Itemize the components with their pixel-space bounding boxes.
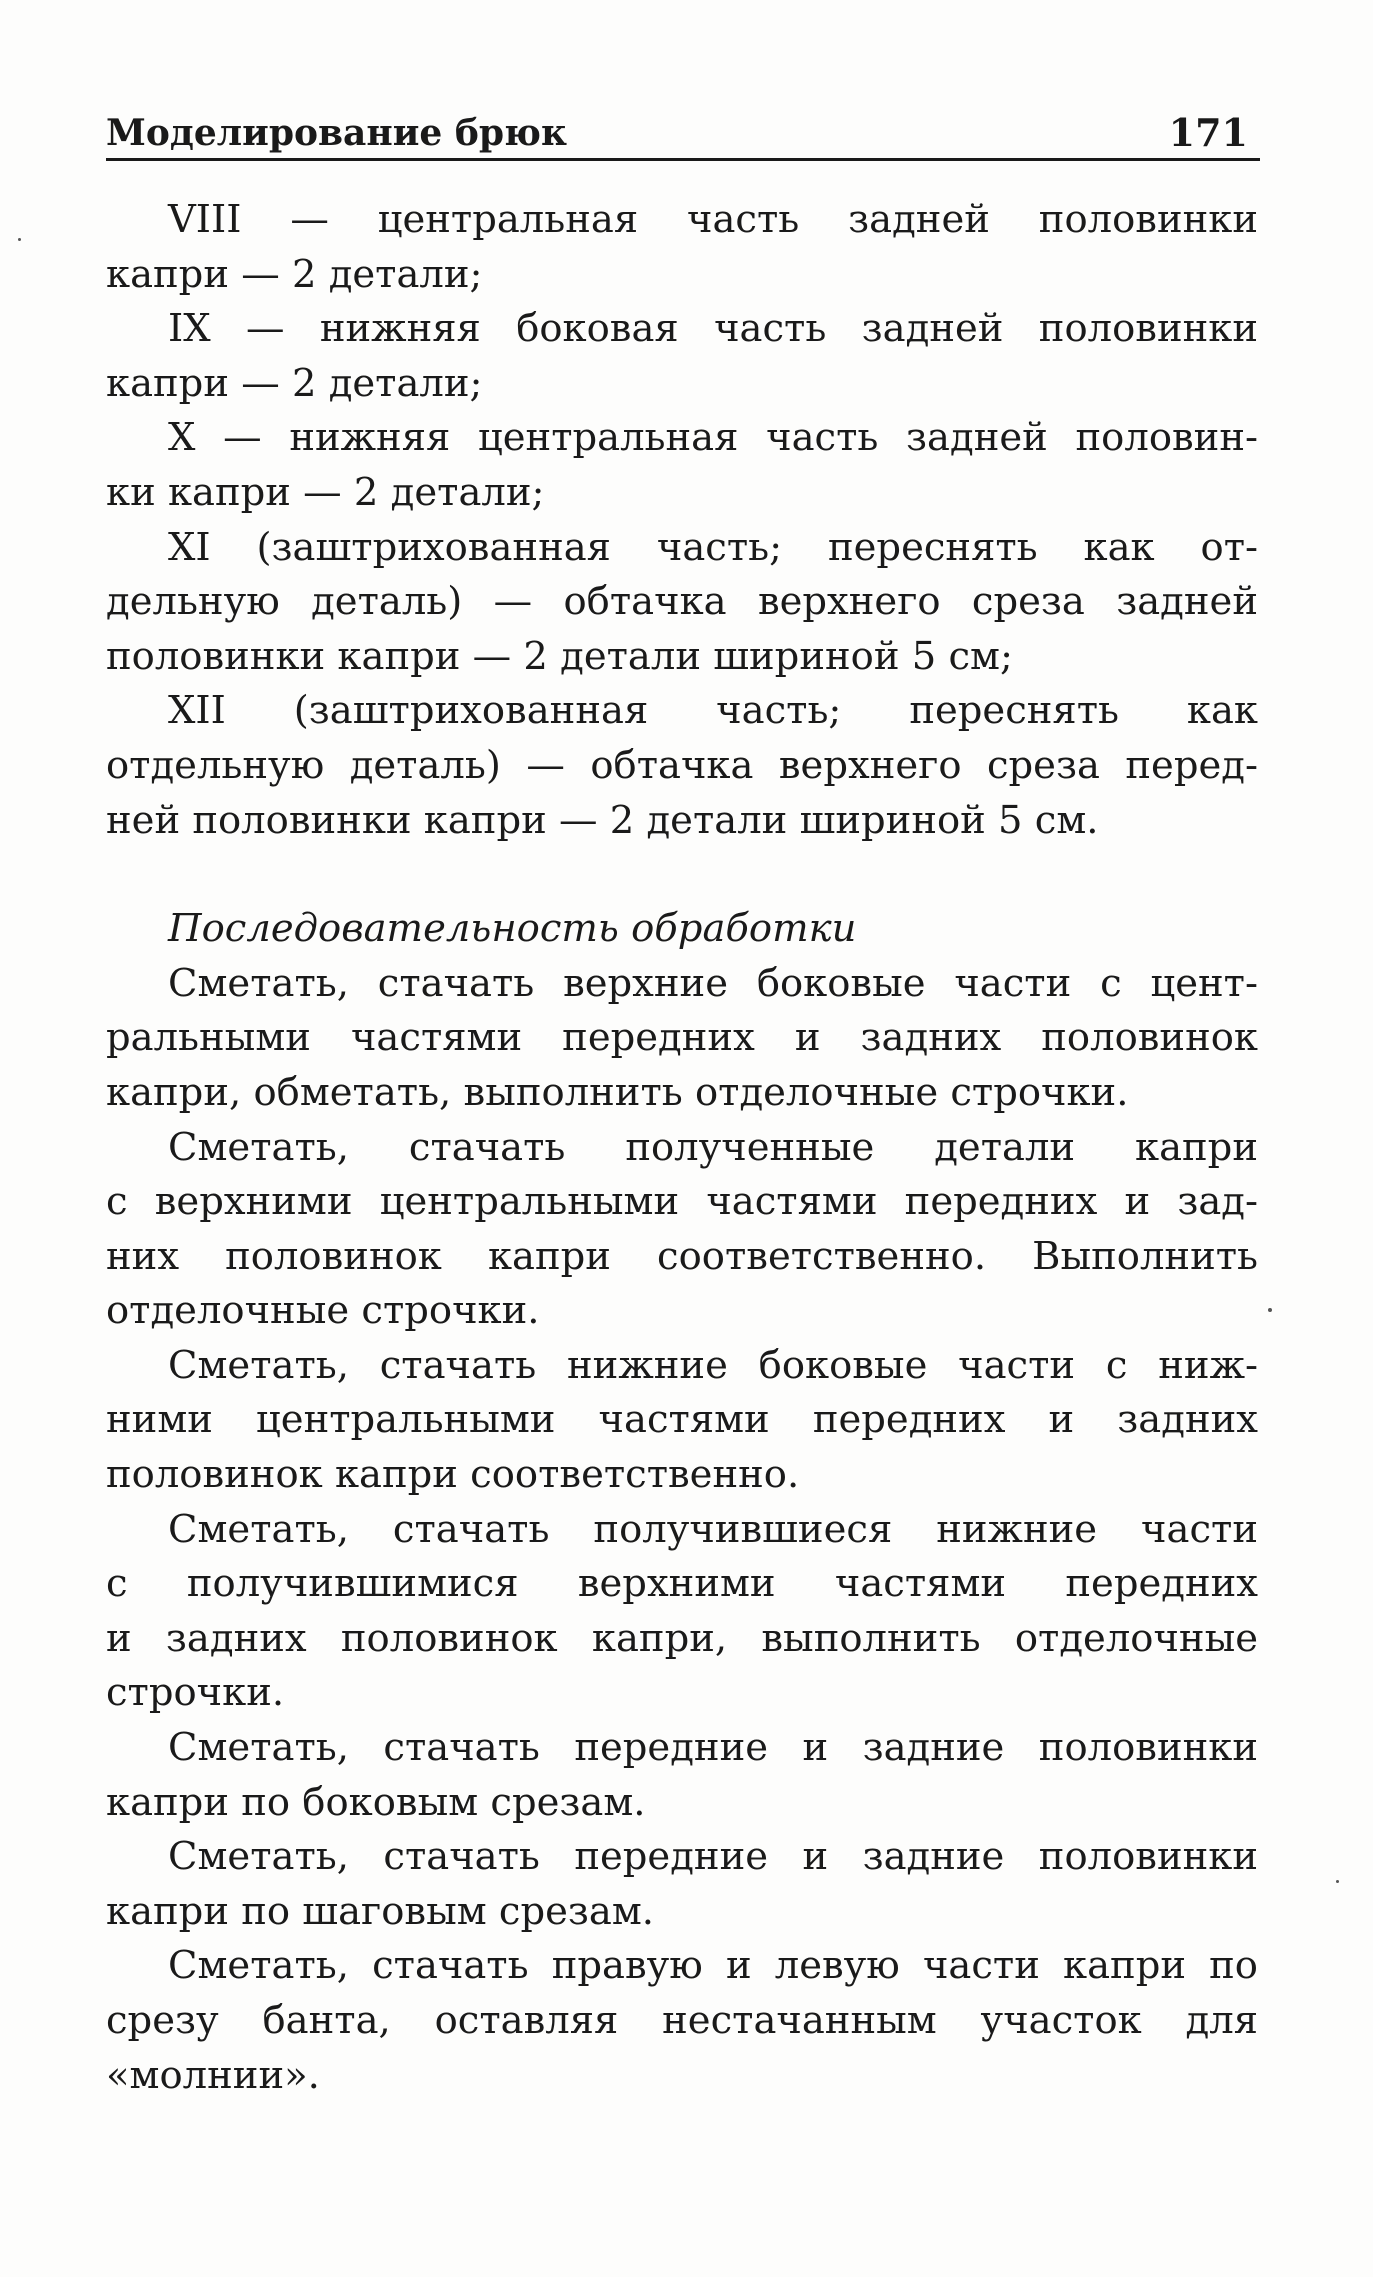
- section-spacer: [106, 848, 1258, 902]
- section-heading: Последовательность обработки: [168, 906, 857, 952]
- text-line: X — нижняя центральная часть задней половин-: [168, 415, 1258, 461]
- list-item: [106, 411, 1258, 520]
- text-line: ки капри — 2 детали;: [106, 469, 545, 515]
- paragraph: [106, 1503, 1258, 1721]
- scan-speck: [1336, 1880, 1339, 1883]
- text-line: XI (заштрихованная часть; переснять как от-: [168, 524, 1258, 570]
- text-line: VIII — центральная часть задней половинки: [168, 197, 1258, 242]
- text-line: Сметать, стачать правую и левую части капри по: [168, 1943, 1258, 1989]
- list-item: [106, 521, 1258, 685]
- text-line: ней половинки капри — 2 детали шириной 5 см.: [106, 797, 1099, 843]
- text-line: Сметать, стачать передние и задние половинки: [168, 1834, 1258, 1880]
- text-line: IX — нижняя боковая часть задней половинки: [168, 306, 1258, 352]
- text-line: ними центральными частями передних и задних: [106, 1397, 1258, 1443]
- text-line: капри по боковым срезам.: [106, 1779, 646, 1825]
- text-line: строчки.: [106, 1670, 285, 1716]
- text-line: капри — 2 детали;: [106, 360, 483, 406]
- paragraph: [106, 1830, 1258, 1939]
- paragraph: [106, 1721, 1258, 1830]
- text-line: отделочные строчки.: [106, 1288, 540, 1334]
- text-line: с верхними центральными частями передних и зад-: [106, 1179, 1258, 1225]
- paragraph: [106, 1339, 1258, 1503]
- running-header: [106, 108, 1260, 161]
- text-line: Сметать, стачать получившиеся нижние части: [168, 1506, 1258, 1552]
- text-line: половинок капри соответственно.: [106, 1452, 800, 1498]
- text-line: ральными частями передних и задних половинок: [106, 1015, 1258, 1061]
- text-line: капри, обметать, выполнить отделочные строчки.: [106, 1069, 1129, 1115]
- list-item: [106, 684, 1258, 848]
- paragraph: [106, 1939, 1258, 2103]
- text-line: срезу банта, оставляя нестачанным участок для: [106, 1998, 1258, 2043]
- text-line: них половинок капри соответственно. Выполнить: [106, 1233, 1258, 1279]
- text-line: половинки капри — 2 детали шириной 5 см;: [106, 633, 1013, 679]
- text-line: Сметать, стачать передние и задние половинки: [168, 1725, 1258, 1771]
- text-line: капри — 2 детали;: [106, 251, 483, 297]
- text-line: Сметать, стачать полученные детали капри: [168, 1124, 1258, 1170]
- text-line: Сметать, стачать верхние боковые части с цент-: [168, 960, 1258, 1006]
- text-line: с получившимися верхними частями передних: [106, 1561, 1258, 1607]
- text-line: отдельную деталь) — обтачка верхнего среза перед-: [106, 742, 1258, 788]
- text-line: Сметать, стачать нижние боковые части с ниж-: [168, 1342, 1258, 1388]
- text-line: дельную деталь) — обтачка верхнего среза задней: [106, 579, 1258, 625]
- paragraph: [106, 1121, 1258, 1339]
- paragraph: [106, 957, 1258, 1121]
- list-item: [106, 302, 1258, 411]
- scan-speck: [18, 238, 21, 241]
- list-item: [106, 193, 1258, 302]
- page-number: 171: [1168, 110, 1248, 155]
- scan-speck: [1268, 1308, 1272, 1312]
- text-line: капри по шаговым срезам.: [106, 1888, 655, 1934]
- text-line: XII (заштрихованная часть; переснять как: [168, 688, 1258, 734]
- text-line: и задних половинок капри, выполнить отделочные: [106, 1615, 1258, 1661]
- text-line: «молнии».: [106, 2052, 320, 2098]
- body-text: [106, 193, 1258, 2103]
- chapter-title: Моделирование брюк: [106, 112, 567, 154]
